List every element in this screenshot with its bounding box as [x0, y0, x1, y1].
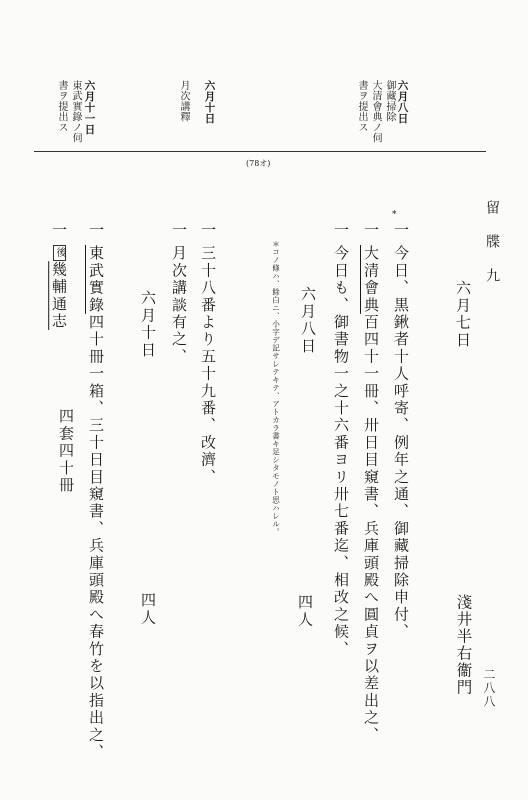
entry-bullet: 一: [332, 222, 350, 240]
header-note-line: 書ヲ提出ス: [356, 80, 367, 133]
entry-bullet: 一: [362, 222, 380, 240]
entry-text: 今日も、御書物一之十六番ヨリ卅七番迄、相改之候、: [332, 245, 350, 658]
entry-bullet: 一: [392, 222, 410, 240]
header-note-line: 東武實錄ノ伺: [70, 80, 81, 143]
page-number: 二八八: [482, 668, 496, 709]
staff-count: 四人: [296, 594, 314, 629]
author-name: 淺井半右衞門: [454, 594, 473, 696]
header-note-date: 六月八日: [396, 80, 409, 124]
header-note-line: 大清會典ノ伺: [370, 80, 381, 143]
running-title: 留 牒 九: [484, 200, 500, 285]
volume-note: 四套四十冊: [57, 408, 75, 494]
header-note-line: 書ヲ提出ス: [56, 80, 67, 133]
header-note-date: 六月十日: [203, 80, 216, 124]
entry-text: 東武實錄四十冊一箱、三十日目窺書、兵庫頭殿へ春竹を以指出之、: [87, 245, 105, 762]
staff-count: 四人: [139, 592, 157, 627]
asterisk-mark: *: [392, 210, 397, 220]
date-heading: 六月十日: [139, 290, 157, 359]
header-note-date: 六月十一日: [83, 80, 96, 135]
entry-bullet: 一: [170, 222, 188, 240]
boxed-mark: 後: [54, 247, 65, 260]
entry-text: 月次講談有之、: [170, 245, 188, 366]
entry-bullet: 一: [199, 222, 217, 240]
entry-text: [51, 245, 66, 330]
date-heading: 六月八日: [299, 286, 317, 355]
folio-mark: (78オ): [246, 159, 271, 168]
header-note-line: 月次講釋: [178, 80, 189, 122]
date-heading: 六月七日: [454, 280, 472, 349]
header-divider: [34, 151, 486, 152]
book-title: 東武實錄: [87, 245, 105, 314]
entry-text: 今日、黒鍬者十人呼寄、例年之通、御藏掃除申付、: [392, 245, 410, 641]
header-note-line: 御藏掃除: [384, 80, 395, 122]
entry-text: 三十八番より五十九番、改濟、: [199, 245, 217, 486]
entry-bullet: 一: [87, 222, 105, 240]
book-title: 幾輔通志: [50, 261, 68, 331]
entry-bullet: 一: [50, 222, 68, 240]
entry-text: 大清會典百四十一冊、卅日目窺書、兵庫頭殿へ圓貞ヲ以差出之、: [362, 245, 380, 744]
editorial-footnote: ＊コノ條ハ、餘白ニ、小字デ記サレテキテ、アトカラ書キ足シタモノト思ハレル。: [271, 240, 281, 536]
book-title: 大清會典: [362, 245, 380, 314]
